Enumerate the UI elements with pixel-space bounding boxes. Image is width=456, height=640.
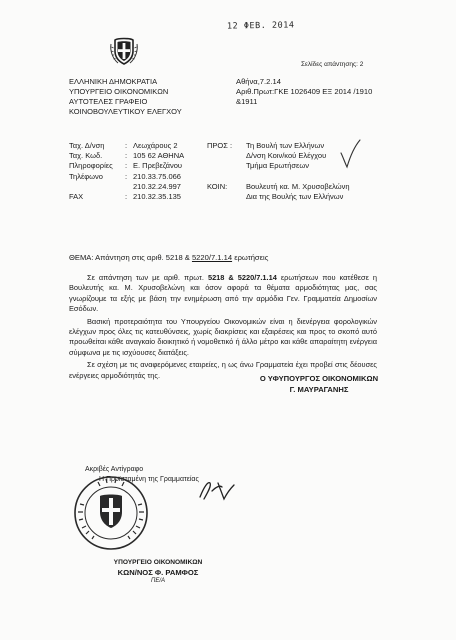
contact-label: Πληροφορίες [69, 161, 113, 171]
greek-emblem-icon [109, 36, 139, 66]
copy-line: Ακριβές Αντίγραφο [85, 466, 144, 473]
recipient-to-label: ΠΡΟΣ : [207, 141, 233, 150]
header-line: ΕΛΛΗΝΙΚΗ ΔΗΜΟΚΡΑΤΙΑ [69, 77, 158, 86]
contact-sep: : [125, 171, 128, 181]
reference-protocol-cont: &1911 [236, 97, 258, 106]
contact-label: Ταχ. Κωδ. [69, 151, 103, 161]
handwritten-signature-icon [196, 477, 236, 503]
signatory-title: Ο ΥΦΥΠΟΥΡΓΟΣ ΟΙΚΟΝΟΜΙΚΩΝ [259, 374, 379, 383]
recipient-cc-line: Δια της Βουλής των Ελλήνων [246, 191, 344, 201]
header-line: ΚΟΙΝΟΒΟΥΛΕΥΤΙΚΟΥ ΕΛΕΓΧΟΥ [69, 107, 182, 116]
contact-value: Λεωχάρους 2 [133, 141, 178, 150]
subject-underlined: 5220/7.1.14 [191, 253, 233, 262]
header-line: ΑΥΤΟΤΕΛΕΣ ΓΡΑΦΕΙΟ [69, 97, 148, 106]
contact-value: 210.32.24.997 [133, 181, 181, 191]
contact-value: Ε. Πρεβεζάνου [133, 161, 183, 171]
body-paragraph: Βασική προτεραιότητα του Υπουργείου Οικονομικών είναι η διενέργεια φορολογικών ελέγχων προς όλες τις κατευθύνσεις, χωρίς διακρίσεις και εξαιρέσεις και προς το σκοπό αυτό προωθείται κάθε αναγκαίο διοικητικό ή νομοθετικό ή άλλο μέτρο και κάθε απαραίτητη ενέργεια σύμφωνα με τις ισχύουσες διατάξεις. [69, 316, 377, 357]
body-bold: 5218 & 5220/7.1.14 [207, 273, 277, 282]
ministry-header [69, 77, 182, 117]
handwritten-checkmark-icon [339, 139, 361, 169]
contact-sep: : [125, 192, 128, 202]
contact-label: Ταχ. Δ/νση [69, 141, 105, 150]
contact-value: 105 62 ΑΘΗΝΑ [133, 151, 185, 161]
recipients [207, 141, 350, 202]
seal-line: ΥΠΟΥΡΓΕΙΟ ΟΙΚΟΝΟΜΙΚΩΝ [113, 559, 203, 566]
letter-body [69, 273, 377, 383]
received-date-stamp: 12 ΦΕΒ. 2014 [226, 20, 295, 32]
recipient-cc-line: Βουλευτή κα. Μ. Χρυσοβελώνη [246, 181, 350, 191]
pages-note: Σελίδες απάντησης: 2 [301, 61, 364, 68]
official-seal-icon [72, 474, 150, 552]
recipient-to-line: Δ/νση Κοιν/κού Ελέγχου [246, 151, 327, 161]
signatory-block [254, 373, 384, 395]
header-line: ΥΠΟΥΡΓΕΙΟ ΟΙΚΟΝΟΜΙΚΩΝ [69, 87, 169, 96]
contact-sep: : [125, 141, 128, 150]
contact-sep: : [125, 161, 128, 171]
seal-text [93, 558, 223, 587]
contact-sep: : [125, 151, 128, 161]
contact-label [69, 182, 125, 192]
body-paragraph: Σε σχέση με τις αναφερόμενες εταιρείες, η ως άνω Γραμματεία έχει προβεί στις δέουσες ενέργειες αρμοδιότητάς της. [69, 360, 377, 380]
contact-sep [125, 182, 133, 192]
subject-prefix: ΘΕΜΑ: Απάντηση στις αριθ. 5218 & [69, 253, 192, 262]
seal-line: ΠΕ/Α [150, 578, 166, 584]
reference-protocol: Αριθ.Πρωτ:ΓΚΕ 1026409 ΕΞ 2014 /1910 [236, 87, 373, 96]
signatory-name: Γ. ΜΑΥΡΑΓΑΝΗΣ [289, 385, 349, 394]
seal-line: ΚΩΝ/ΝΟΣ Φ. ΡΑΜΦΟΣ [117, 567, 199, 577]
contact-label: Τηλέφωνο [69, 171, 103, 181]
copy-line: Η Προϊσταμένη της Γραμματείας [99, 475, 199, 483]
reference-block [236, 77, 372, 107]
subject-suffix: ερωτήσεις [232, 253, 269, 262]
recipient-to-line: Τμήμα Ερωτήσεων [246, 161, 309, 171]
recipient-cc [207, 182, 350, 202]
body-paragraph [69, 273, 377, 315]
reference-date: Αθήνα,7.2.14 [236, 77, 281, 86]
recipient-to [207, 141, 350, 172]
contact-label: FAX [69, 192, 84, 202]
contact-value: 210.33.75.066 [133, 171, 181, 181]
body-text: ερωτήσεων που κατέθεσε η Βουλευτής κα. Μ. Χρυσοβελώνη και όσον αφορά τα θέματα αρμοδιότητας μας, σας γνωρίζουμε τα εξής με βάση την ενημέρωση από την αρμόδια Γεν. Γραμματεία Δημοσίων Εσόδων. [69, 273, 377, 314]
contact-value: 210.32.35.135 [133, 192, 181, 202]
recipient-cc-label: ΚΟΙΝ: [207, 181, 228, 191]
body-text: Σε απάντηση των με αριθ. πρωτ. [87, 273, 208, 282]
subject-line [69, 253, 268, 262]
recipient-to-line: Τη Βουλή των Ελλήνων [246, 141, 325, 150]
